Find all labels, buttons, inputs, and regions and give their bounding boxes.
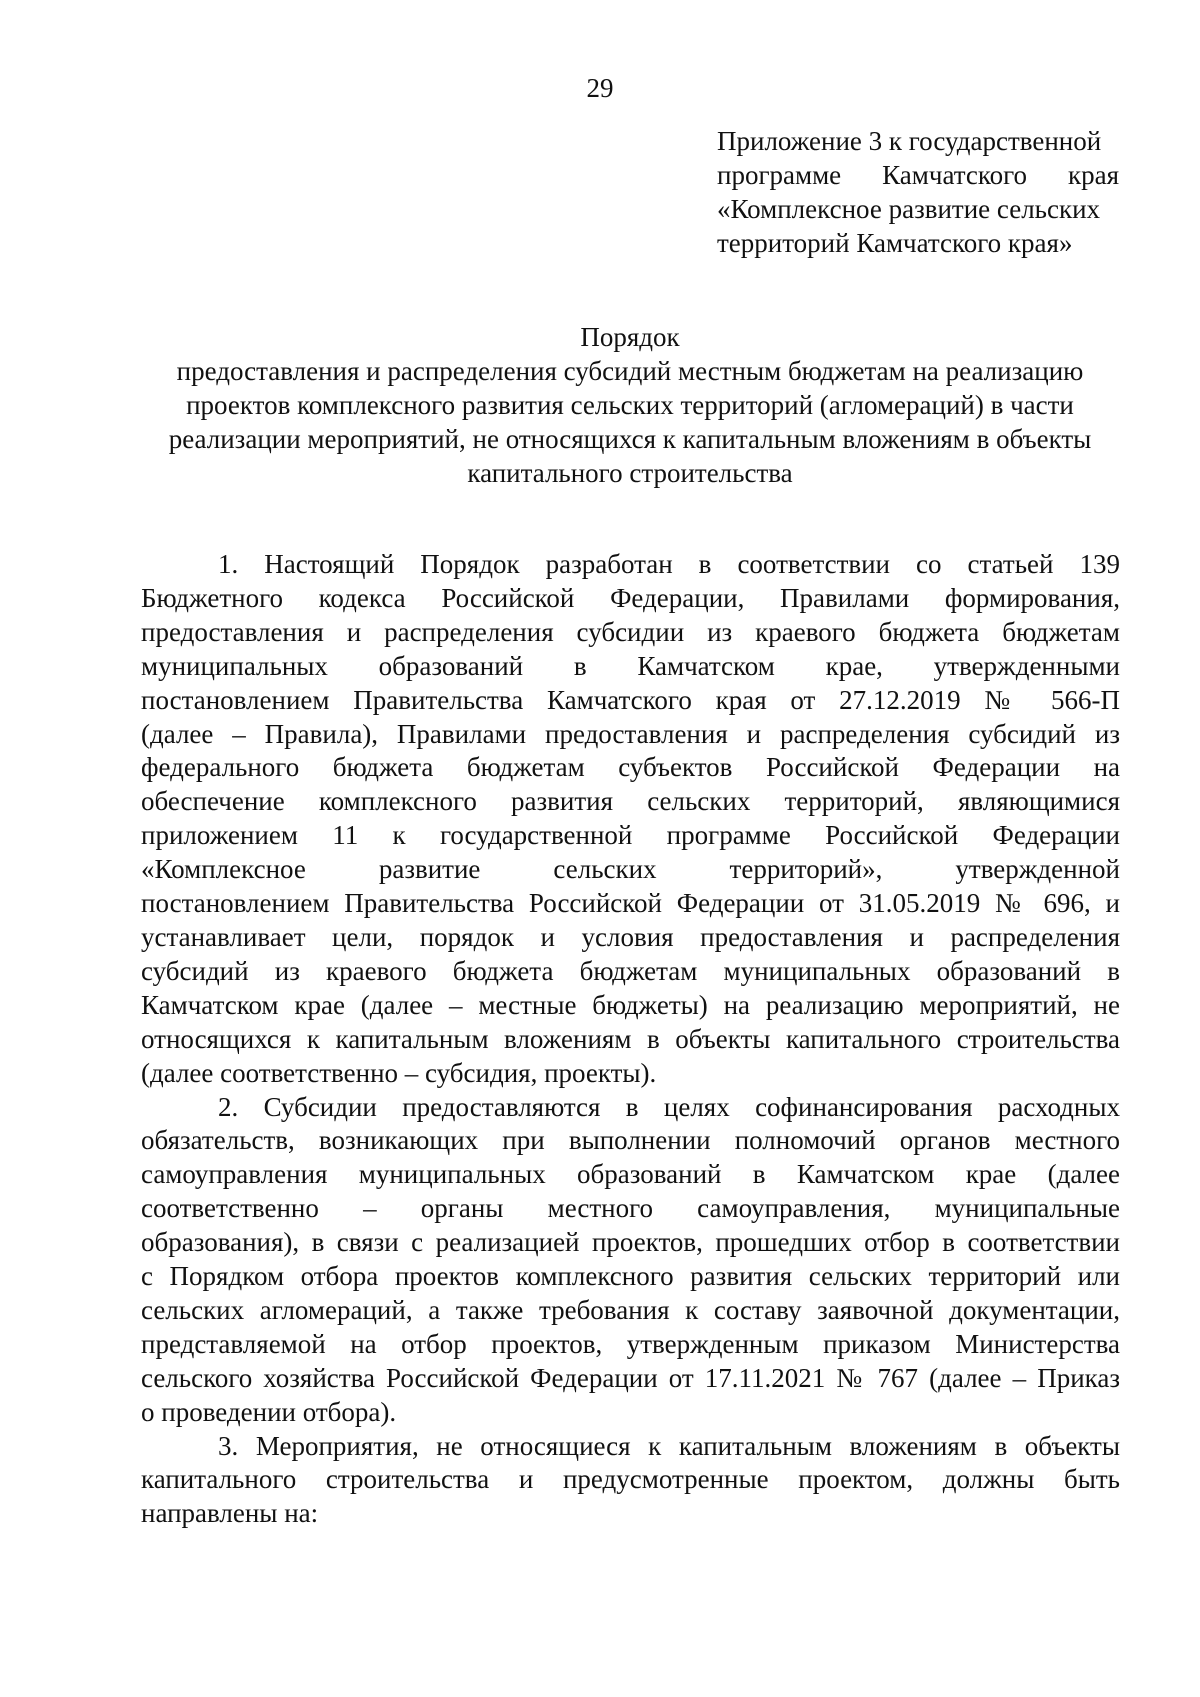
paragraph-line: сельских агломераций, а также требования к составу заявочной документации, — [141, 1294, 1120, 1325]
paragraph-line: направлены на: — [141, 1498, 319, 1529]
paragraph-line: (далее – Правила), Правилами предоставления и распределения субсидий из — [141, 718, 1120, 749]
paragraph-line: с Порядком отбора проектов комплексного развития сельских территорий или — [141, 1261, 1120, 1292]
paragraph-line: субсидий из краевого бюджета бюджетам муниципальных образований в — [141, 955, 1120, 986]
title-subtitle-line: проектов комплексного развития сельских территорий (агломераций) в части — [186, 390, 1074, 420]
paragraph-line: постановлением Правительства Российской Федерации от 31.05.2019 № 696, и — [141, 888, 1120, 919]
paragraph-line: обеспечение комплексного развития сельских территорий, являющимися — [141, 786, 1120, 817]
appendix-line: «Комплексное развитие сельских — [717, 194, 1101, 224]
paragraph-line: представляемой на отбор проектов, утвержденным приказом Министерства — [141, 1328, 1120, 1359]
paragraph-line: федерального бюджета бюджетам субъектов Российской Федерации на — [141, 752, 1120, 783]
paragraph-line: «Комплексное развитие сельских территорий», утвержденной — [141, 854, 1120, 885]
paragraph-line: обязательств, возникающих при выполнении полномочий органов местного — [141, 1125, 1120, 1156]
paragraph-line: устанавливает цели, порядок и условия предоставления и распределения — [141, 921, 1120, 952]
paragraph-line: сельского хозяйства Российской Федерации от 17.11.2021 № 767 (далее – Приказ — [141, 1362, 1120, 1393]
paragraph-line: 2. Субсидии предоставляются в целях софинансирования расходных — [218, 1091, 1120, 1122]
appendix-line: программе Камчатского края — [717, 160, 1119, 190]
paragraph-line: относящихся к капитальным вложениям в объекты капитального строительства — [141, 1023, 1120, 1054]
paragraph-line: муниципальных образований в Камчатском крае, утвержденными — [141, 650, 1120, 681]
title-subtitle-line: реализации мероприятий, не относящихся к капитальным вложениям в объекты — [168, 424, 1092, 454]
paragraph-3 — [141, 1430, 1120, 1532]
page-number: 29 — [586, 73, 614, 103]
paragraph-line: образования), в связи с реализацией проектов, прошедших отбор в соответствии — [141, 1227, 1120, 1258]
title-subtitle-line: предоставления и распределения субсидий местным бюджетам на реализацию — [176, 356, 1084, 386]
document-title — [140, 320, 1120, 490]
paragraph-line: капитального строительства и предусмотренные проектом, должны быть — [141, 1464, 1120, 1495]
paragraph-line: постановлением Правительства Камчатского края от 27.12.2019 № 566-П — [141, 684, 1120, 715]
paragraph-line: 3. Мероприятия, не относящиеся к капитальным вложениям в объекты — [218, 1430, 1120, 1461]
appendix-line: Приложение 3 к государственной — [717, 126, 1102, 156]
paragraph-line: самоуправления муниципальных образований в Камчатском крае (далее — [141, 1159, 1120, 1190]
paragraph-1 — [141, 548, 1120, 1091]
paragraph-line: соответственно – органы местного самоуправления, муниципальные — [141, 1193, 1120, 1224]
title-subtitle-line: капитального строительства — [467, 458, 793, 488]
paragraph-line: 1. Настоящий Порядок разработан в соответствии со статьей 139 — [218, 549, 1120, 579]
paragraph-line: Камчатском крае (далее – местные бюджеты) на реализацию мероприятий, не — [141, 989, 1120, 1020]
appendix-line: территорий Камчатского края» — [717, 228, 1073, 258]
title-heading: Порядок — [580, 322, 680, 352]
paragraph-line: о проведении отбора). — [141, 1396, 397, 1427]
paragraph-line: предоставления и распределения субсидии из краевого бюджета бюджетам — [141, 616, 1120, 647]
paragraph-2 — [141, 1091, 1120, 1430]
appendix-note — [717, 124, 1119, 260]
paragraph-line: Бюджетного кодекса Российской Федерации, Правилами формирования, — [141, 582, 1120, 613]
paragraph-line: (далее соответственно – субсидия, проекты). — [141, 1057, 657, 1088]
document-body — [141, 548, 1120, 1531]
paragraph-line: приложением 11 к государственной программе Российской Федерации — [141, 820, 1120, 851]
